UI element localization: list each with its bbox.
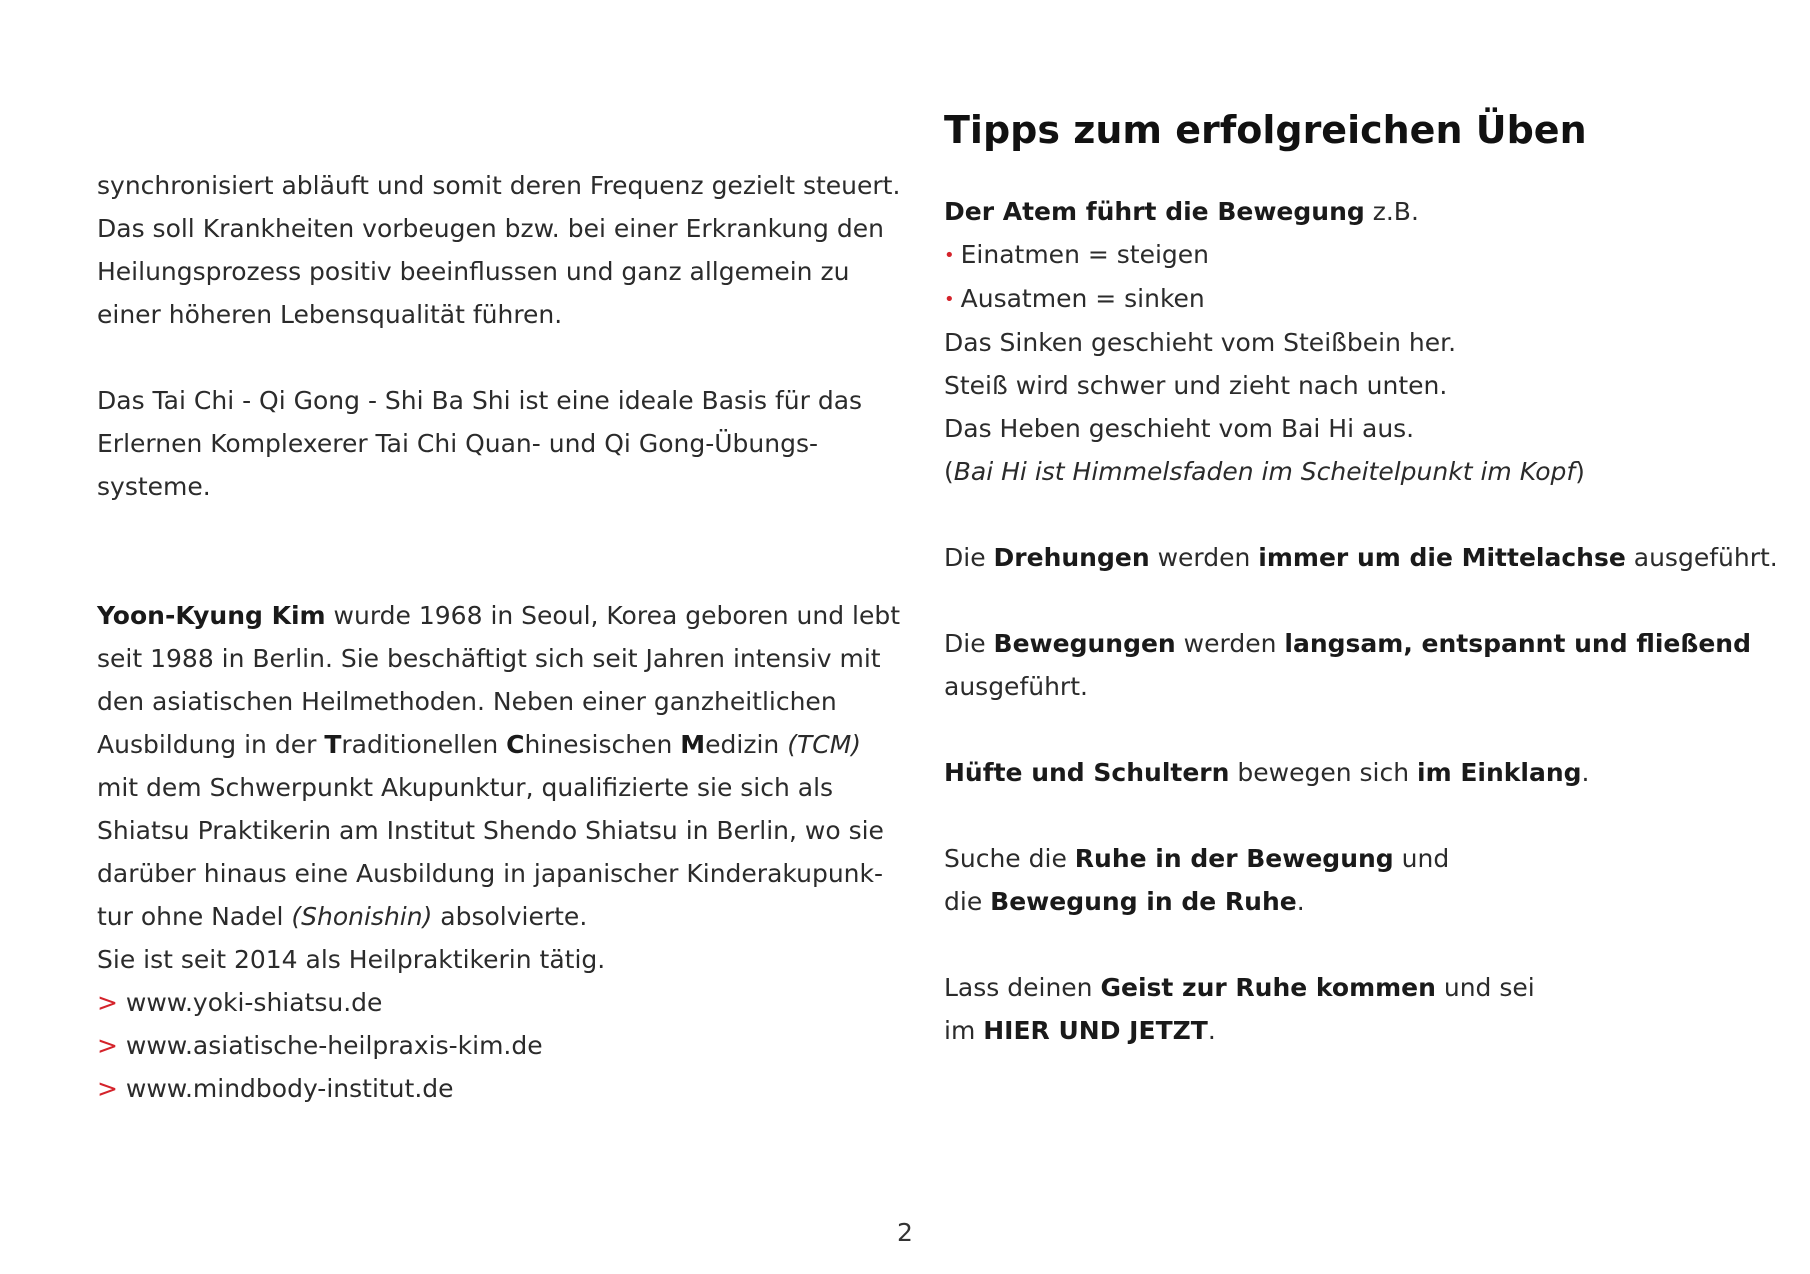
bold-phrase: Ruhe in der Bewegung xyxy=(1074,844,1394,873)
text-line: Das Heben geschieht vom Bai Hi aus. xyxy=(944,414,1415,443)
text-span: . xyxy=(1296,887,1305,916)
tai-chi-paragraph xyxy=(97,379,897,508)
text-line: den asiatischen Heilmethoden. Neben einer ganzheitlichen xyxy=(97,687,837,716)
text-span: absolvierte. xyxy=(432,902,588,931)
text-line: ausgeführt. xyxy=(944,672,1088,701)
bold-phrase: Drehungen xyxy=(993,543,1150,572)
left-column xyxy=(97,164,901,1110)
text-span: ( xyxy=(944,457,954,486)
text-line: Das soll Krankheiten vorbeugen bzw. bei einer Erkrankung den xyxy=(97,214,884,243)
text-line: seit 1988 in Berlin. Sie beschäftigt sich seit Jahren intensiv mit xyxy=(97,644,881,673)
bullet-item xyxy=(944,233,1774,277)
text-span: Die xyxy=(944,629,994,658)
text-line: darüber hinaus eine Ausbildung in japanischer Kinderakupunk- xyxy=(97,859,884,888)
text-span: Lass deinen xyxy=(944,973,1101,1002)
text-span: und sei xyxy=(1435,973,1535,1002)
right-column xyxy=(944,102,1778,1052)
bold-phrase: HIER UND JETZT xyxy=(983,1016,1208,1045)
text-span: ) xyxy=(1575,457,1585,486)
text-span: Die xyxy=(944,543,994,572)
text-span: raditionellen xyxy=(341,730,507,759)
text-span: . xyxy=(1581,758,1590,787)
tcm-abbrev: (TCM) xyxy=(787,730,862,759)
tcm-letter-t: T xyxy=(324,730,342,759)
link-yoki-shiatsu[interactable] xyxy=(97,981,897,1024)
link-heilpraxis-kim[interactable] xyxy=(97,1024,897,1067)
text-line: Das Sinken geschieht vom Steißbein her. xyxy=(944,328,1457,357)
text-span: wurde 1968 in Seoul, Korea geboren und lebt xyxy=(325,601,901,630)
text-line: Steiß wird schwer und zieht nach unten. xyxy=(944,371,1448,400)
text-span: edizin xyxy=(705,730,788,759)
link-text[interactable]: www.mindbody-institut.de xyxy=(125,1074,454,1103)
text-line: einer höheren Lebensqualität führen. xyxy=(97,300,563,329)
link-text[interactable]: www.yoki-shiatsu.de xyxy=(125,988,383,1017)
author-name: Yoon-Kyung Kim xyxy=(97,601,326,630)
text-span: hinesischen xyxy=(524,730,681,759)
ruhe-paragraph xyxy=(944,837,1774,923)
bold-phrase: Hüfte und Schultern xyxy=(944,758,1230,787)
link-text[interactable]: www.asiatische-heilpraxis-kim.de xyxy=(125,1031,543,1060)
link-mindbody-institut[interactable] xyxy=(97,1067,897,1110)
text-span: die xyxy=(944,887,991,916)
bold-phrase: Bewegungen xyxy=(993,629,1176,658)
bold-phrase: im Einklang xyxy=(1417,758,1582,787)
text-span: tur ohne Nadel xyxy=(97,902,292,931)
drehungen-paragraph xyxy=(944,536,1778,579)
text-span: werden xyxy=(1149,543,1259,572)
text-line: Erlernen Komplexerer Tai Chi Quan- und Qi Gong-Übungs- xyxy=(97,429,818,458)
bullet-text: Ausatmen = sinken xyxy=(960,284,1205,313)
text-line: Sie ist seit 2014 als Heilpraktikerin tätig. xyxy=(97,945,606,974)
bold-phrase: Geist zur Ruhe kommen xyxy=(1100,973,1436,1002)
tcm-letter-m: M xyxy=(680,730,706,759)
shonishin-term: (Shonishin) xyxy=(291,902,433,931)
bullet-icon: • xyxy=(944,245,955,266)
text-line: synchronisiert abläuft und somit deren Frequenz gezielt steuert. xyxy=(97,171,901,200)
page-number: 2 xyxy=(897,1218,913,1247)
bullet-icon: • xyxy=(944,289,955,310)
italic-note: Bai Hi ist Himmelsfaden im Scheitelpunkt im Kopf xyxy=(953,457,1576,486)
text-line: Heilungsprozess positiv beeinflussen und ganz allgemein zu xyxy=(97,257,850,286)
arrow-icon: > xyxy=(97,988,118,1017)
tcm-letter-c: C xyxy=(506,730,525,759)
bold-phrase: immer um die Mittelachse xyxy=(1258,543,1626,572)
text-span: im xyxy=(944,1016,984,1045)
huefte-paragraph xyxy=(944,751,1774,794)
geist-paragraph xyxy=(944,966,1774,1052)
intro-paragraph xyxy=(97,164,901,336)
bold-phrase: langsam, entspannt und fließend xyxy=(1284,629,1752,658)
text-span: Suche die xyxy=(944,844,1075,873)
text-span: z.B. xyxy=(1364,197,1419,226)
atem-paragraph xyxy=(944,190,1774,493)
text-span: und xyxy=(1393,844,1450,873)
text-span: Ausbildung in der xyxy=(97,730,325,759)
bold-phrase: Bewegung in de Ruhe xyxy=(990,887,1297,916)
text-line: Shiatsu Praktikerin am Institut Shendo Shiatsu in Berlin, wo sie xyxy=(97,816,884,845)
arrow-icon: > xyxy=(97,1031,118,1060)
bullet-item xyxy=(944,277,1774,321)
bold-phrase: Der Atem führt die Bewegung xyxy=(944,197,1365,226)
bio-paragraph xyxy=(97,594,901,1110)
text-line: mit dem Schwerpunkt Akupunktur, qualifizierte sie sich als xyxy=(97,773,834,802)
arrow-icon: > xyxy=(97,1074,118,1103)
bullet-text: Einatmen = steigen xyxy=(960,240,1210,269)
text-span: ausgeführt. xyxy=(1625,543,1778,572)
text-line: Das Tai Chi - Qi Gong - Shi Ba Shi ist eine ideale Basis für das xyxy=(97,386,863,415)
bewegungen-paragraph xyxy=(944,622,1774,708)
text-span: bewegen sich xyxy=(1229,758,1418,787)
text-line: systeme. xyxy=(97,472,211,501)
text-span: . xyxy=(1207,1016,1216,1045)
text-span: werden xyxy=(1175,629,1285,658)
section-heading: Tipps zum erfolgreichen Üben xyxy=(944,108,1587,152)
